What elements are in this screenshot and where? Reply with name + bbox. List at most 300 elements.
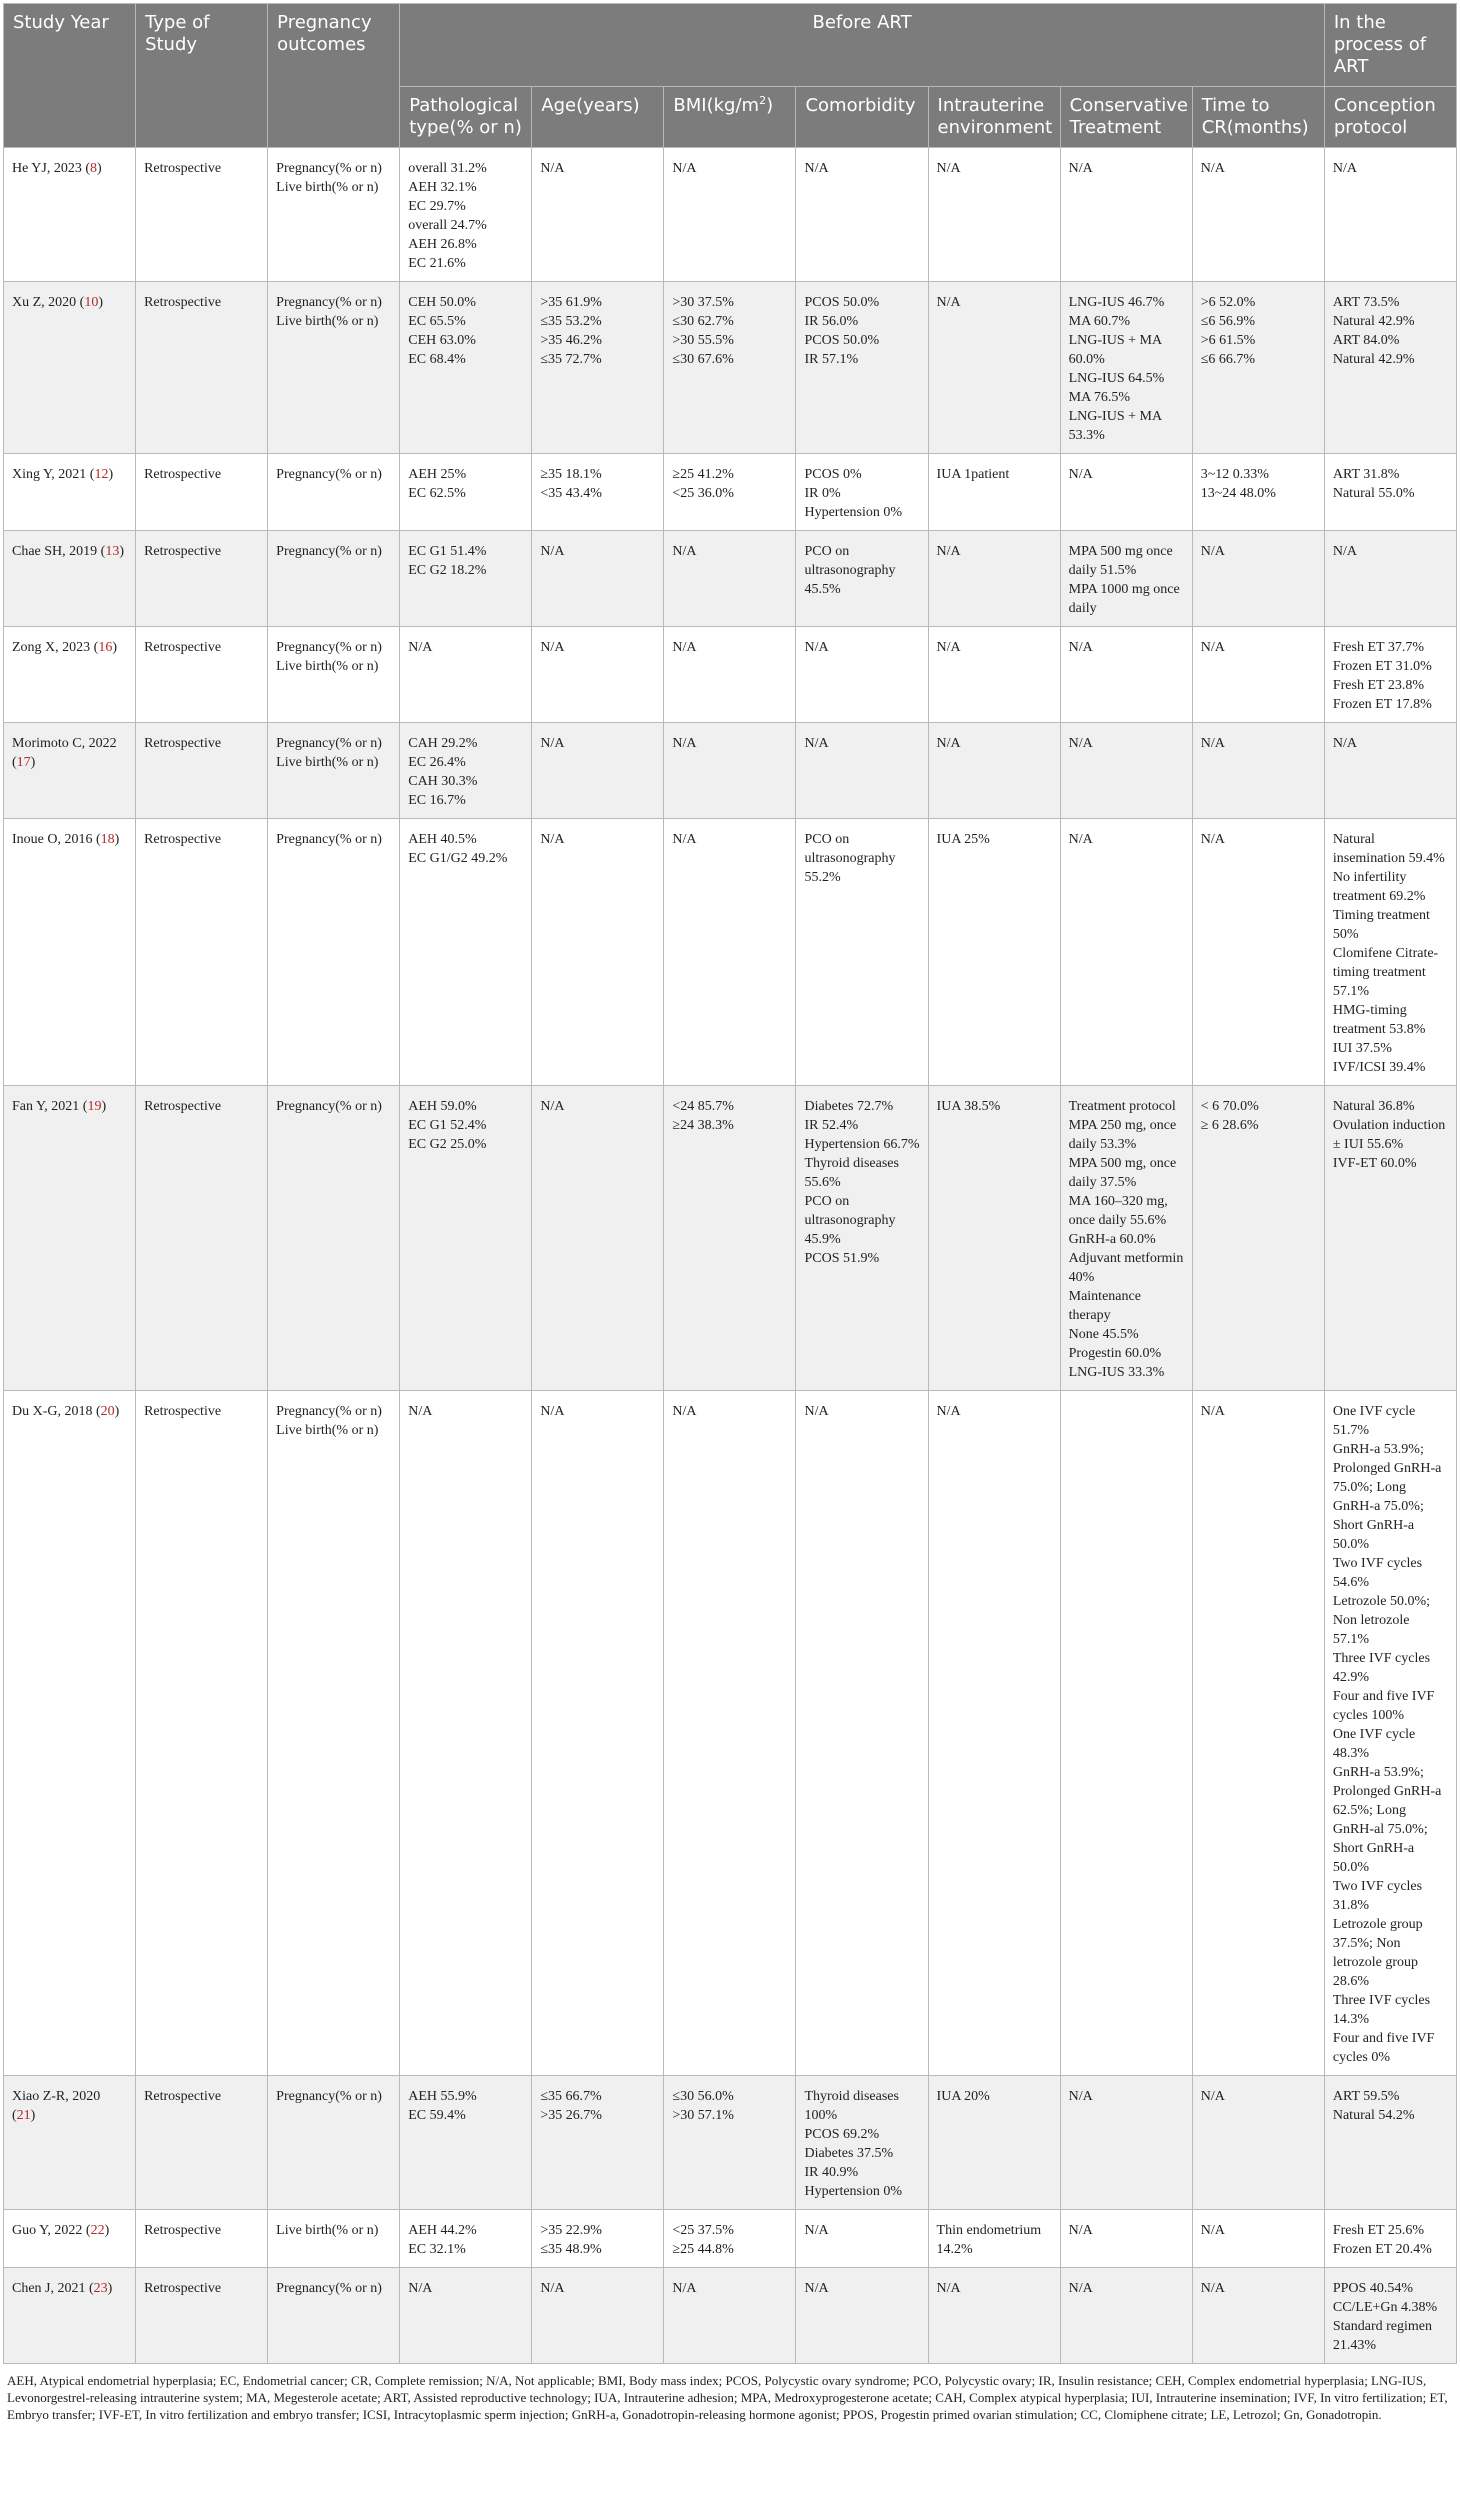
table-body — [4, 148, 1457, 2364]
cell-line: N/A — [408, 640, 433, 655]
cell-line: N/A — [540, 544, 565, 559]
cell-line: ≤35 48.9% — [540, 2242, 602, 2257]
cell-line: CAH 30.3% — [408, 774, 478, 789]
cell-line: >35 26.7% — [540, 2108, 602, 2123]
study-name: Guo Y, 2022 — [12, 2223, 83, 2238]
cell-line: AEH 55.9% — [408, 2089, 477, 2104]
cell-line: CEH 50.0% — [408, 295, 476, 310]
cell-pathological-type — [400, 723, 532, 819]
study-name: Morimoto C, 2022 — [12, 736, 117, 751]
cell-line: IUA 25% — [936, 832, 990, 847]
cell-line: Maintenance therapy — [1068, 1289, 1141, 1323]
cell-time-to-cr — [1192, 148, 1324, 282]
cell-study-year: Fan Y, 2021 (19) — [4, 1086, 136, 1391]
cell-line: N/A — [936, 161, 961, 176]
header-type-of-study: Type of Study — [136, 4, 268, 148]
cell-age — [532, 454, 664, 531]
header-bmi — [664, 87, 796, 148]
cell-line: N/A — [1200, 2223, 1225, 2238]
cell-line: None 45.5% — [1068, 1327, 1139, 1342]
cell-line: MPA 500 mg, once daily 37.5% — [1068, 1156, 1177, 1190]
cell-line: AEH 32.1% — [408, 180, 477, 195]
cell-line: N/A — [1068, 832, 1093, 847]
cell-intrauterine — [928, 1086, 1060, 1391]
cell-line: N/A — [540, 2281, 565, 2296]
cell-line: Thin endometrium 14.2% — [936, 2223, 1042, 2257]
cell-time-to-cr — [1192, 282, 1324, 454]
cell-line: >6 61.5% — [1200, 333, 1256, 348]
cell-line: N/A — [1200, 161, 1225, 176]
cell-conception — [1324, 148, 1456, 282]
cell-line: N/A — [540, 832, 565, 847]
cell-line: ≤30 67.6% — [672, 352, 734, 367]
cell-line: Natural 55.0% — [1332, 486, 1415, 501]
cell-pregnancy-outcomes — [268, 531, 400, 627]
cell-line: ≥25 44.8% — [672, 2242, 734, 2257]
cell-pregnancy-outcomes — [268, 2268, 400, 2364]
table-row — [4, 1391, 1457, 2076]
footnote: AEH, Atypical endometrial hyperplasia; EC, Endometrial cancer; CR, Complete remission; N/A, Not applicable; BMI, Body mass index; PCOS, Polycystic ovary syndrome; PCO, Polycystic ovary; IR, Insulin resistance; CEH, Complex endometrial hyperplasia; LNG-IUS, Levonorgestrel-releasing intrauterine system; MA, Megesterole acetate; ART, Assisted reproductive technology; IUA, Intrauterine adhesion; MPA, Medroxyprogesterone acetate; CAH, Complex atypical hyperplasia; IUI, Intrauterine insemination; IVF, In vitro fertilization; ET, Embryo transfer; IVF-ET, In vitro fertilization and embryo transfer; ICSI, Intracytoplasmic sperm injection; GnRH-a, Gonadotropin-releasing hormone agonist; PPOS, Progestin primed ovarian stimulation; CC, Clomiphene citrate; LE, Letrozol; Gn, Gonadotropin. — [7, 2373, 1448, 2422]
cell-line: N/A — [1068, 736, 1093, 751]
cell-study-year: Chae SH, 2019 (13) — [4, 531, 136, 627]
study-name: Chen J, 2021 — [12, 2281, 86, 2296]
cell-study-year: Guo Y, 2022 (22) — [4, 2210, 136, 2268]
cell-bmi — [664, 1391, 796, 2076]
cell-line: Four and five IVF cycles 0% — [1332, 2031, 1435, 2065]
cell-pregnancy-outcomes — [268, 723, 400, 819]
cell-line: ≥25 41.2% — [672, 467, 734, 482]
cell-line: ≤35 66.7% — [540, 2089, 602, 2104]
cell-type-of-study: Retrospective — [136, 148, 268, 282]
cell-line: N/A — [936, 736, 961, 751]
cell-comorbidity — [796, 1086, 928, 1391]
cell-time-to-cr — [1192, 2076, 1324, 2210]
cell-line: LNG-IUS + MA 53.3% — [1068, 409, 1162, 443]
cell-line: Fresh ET 25.6% — [1332, 2223, 1424, 2238]
cell-time-to-cr — [1192, 723, 1324, 819]
cell-line: >6 52.0% — [1200, 295, 1256, 310]
cell-comorbidity — [796, 148, 928, 282]
cell-pathological-type — [400, 1086, 532, 1391]
cell-line: N/A — [672, 544, 697, 559]
cell-line: PCO on ultrasonography 45.5% — [804, 544, 896, 597]
cell-line: AEH 44.2% — [408, 2223, 477, 2238]
cell-line: >35 61.9% — [540, 295, 602, 310]
cell-bmi — [664, 2210, 796, 2268]
cell-bmi — [664, 2076, 796, 2210]
cell-line: N/A — [540, 1099, 565, 1114]
cell-line: N/A — [936, 544, 961, 559]
cell-pregnancy-outcomes — [268, 1391, 400, 2076]
cell-line: LNG-IUS 46.7% — [1068, 295, 1165, 310]
cell-line: IUA 38.5% — [936, 1099, 1001, 1114]
cell-line: Four and five IVF cycles 100% — [1332, 1689, 1435, 1723]
cell-type-of-study: Retrospective — [136, 454, 268, 531]
cell-type-of-study: Retrospective — [136, 627, 268, 723]
cell-line: N/A — [672, 2281, 697, 2296]
cell-comorbidity — [796, 1391, 928, 2076]
cell-type-of-study: Retrospective — [136, 531, 268, 627]
cell-line: Pregnancy(% or n) — [276, 2281, 382, 2296]
cell-pregnancy-outcomes — [268, 2210, 400, 2268]
cell-line: PCOS 0% — [804, 467, 862, 482]
cell-line: Live birth(% or n) — [276, 180, 379, 195]
cell-line: N/A — [804, 2281, 829, 2296]
cell-line: N/A — [804, 640, 829, 655]
cell-time-to-cr — [1192, 454, 1324, 531]
cell-pathological-type — [400, 531, 532, 627]
cell-age — [532, 282, 664, 454]
cell-line: EC G1/G2 49.2% — [408, 851, 508, 866]
table-row — [4, 2076, 1457, 2210]
cell-line: N/A — [1200, 640, 1225, 655]
cell-comorbidity — [796, 2210, 928, 2268]
reference-link[interactable]: 22 — [90, 2223, 105, 2238]
cell-line: PCOS 50.0% — [804, 295, 880, 310]
cell-study-year: Xu Z, 2020 (10) — [4, 282, 136, 454]
cell-comorbidity — [796, 282, 928, 454]
cell-comorbidity — [796, 2076, 928, 2210]
cell-time-to-cr — [1192, 1391, 1324, 2076]
cell-line: IR 52.4% — [804, 1118, 859, 1133]
cell-conception — [1324, 627, 1456, 723]
cell-line: >35 46.2% — [540, 333, 602, 348]
study-name: Zong X, 2023 — [12, 640, 91, 655]
cell-line: EC 21.6% — [408, 256, 466, 271]
cell-pregnancy-outcomes — [268, 454, 400, 531]
cell-line: <35 43.4% — [540, 486, 602, 501]
cell-comorbidity — [796, 454, 928, 531]
cell-line: Ovulation induction ± IUI 55.6% — [1332, 1118, 1446, 1152]
cell-line: N/A — [1200, 1404, 1225, 1419]
reference-link[interactable]: 10 — [84, 295, 99, 310]
cell-line: N/A — [1332, 544, 1357, 559]
header-age: Age(years) — [532, 87, 664, 148]
cell-pathological-type — [400, 2210, 532, 2268]
cell-comorbidity — [796, 819, 928, 1086]
cell-study-year: Xiao Z-R, 2020 (21) — [4, 2076, 136, 2210]
cell-line: One IVF cycle 48.3% — [1332, 1727, 1416, 1761]
cell-line: EC G1 52.4% — [408, 1118, 487, 1133]
cell-line: IUI 37.5% — [1332, 1041, 1392, 1056]
header-pregnancy-outcomes: Pregnancy outcomes — [268, 4, 400, 148]
cell-line: Pregnancy(% or n) — [276, 640, 382, 655]
cell-line: No infertility treatment 69.2% — [1332, 870, 1426, 904]
cell-line: Live birth(% or n) — [276, 2223, 379, 2238]
cell-line: N/A — [1200, 2281, 1225, 2296]
cell-line: PPOS 40.54% — [1332, 2281, 1413, 2296]
cell-line: EC 65.5% — [408, 314, 466, 329]
cell-line: HMG-timing treatment 53.8% — [1332, 1003, 1426, 1037]
cell-line: IR 57.1% — [804, 352, 859, 367]
cell-intrauterine — [928, 627, 1060, 723]
table-row — [4, 148, 1457, 282]
reference-link[interactable]: 13 — [105, 544, 120, 559]
cell-conception — [1324, 2268, 1456, 2364]
cell-conception — [1324, 819, 1456, 1086]
cell-time-to-cr — [1192, 819, 1324, 1086]
header-bmi-text: BMI(kg/m — [673, 95, 760, 116]
reference-link[interactable]: 16 — [98, 640, 113, 655]
cell-age — [532, 723, 664, 819]
cell-type-of-study: Retrospective — [136, 1086, 268, 1391]
cell-intrauterine — [928, 454, 1060, 531]
cell-intrauterine — [928, 723, 1060, 819]
reference-link[interactable]: 18 — [100, 832, 115, 847]
cell-conservative — [1060, 282, 1192, 454]
cell-line: PCO on ultrasonography 45.9% — [804, 1194, 896, 1247]
cell-line: IVF/ICSI 39.4% — [1332, 1060, 1426, 1075]
cell-line: N/A — [1068, 161, 1093, 176]
cell-intrauterine — [928, 282, 1060, 454]
cell-intrauterine — [928, 531, 1060, 627]
cell-line: N/A — [1200, 832, 1225, 847]
header-before-art: Before ART — [400, 4, 1325, 87]
cell-line: N/A — [1200, 544, 1225, 559]
table-row — [4, 2268, 1457, 2364]
cell-line: overall 24.7% — [408, 218, 487, 233]
study-name: Chae SH, 2019 — [12, 544, 98, 559]
cell-line: EC 29.7% — [408, 199, 466, 214]
header-time-to-cr: Time to CR(months) — [1192, 87, 1324, 148]
cell-comorbidity — [796, 531, 928, 627]
cell-line: GnRH-a 60.0% — [1068, 1232, 1156, 1247]
cell-line: EC G1 51.4% — [408, 544, 487, 559]
cell-type-of-study: Retrospective — [136, 1391, 268, 2076]
cell-line: Natural insemination 59.4% — [1332, 832, 1445, 866]
cell-line: N/A — [1068, 467, 1093, 482]
cell-conservative — [1060, 1391, 1192, 2076]
cell-type-of-study: Retrospective — [136, 819, 268, 1086]
study-name: Xu Z, 2020 — [12, 295, 77, 310]
cell-pathological-type — [400, 1391, 532, 2076]
cell-line: >30 55.5% — [672, 333, 734, 348]
cell-line: N/A — [936, 2281, 961, 2296]
cell-line: Live birth(% or n) — [276, 1423, 379, 1438]
cell-age — [532, 627, 664, 723]
cell-line: Frozen ET 20.4% — [1332, 2242, 1432, 2257]
cell-conception — [1324, 531, 1456, 627]
cell-conservative — [1060, 1086, 1192, 1391]
cell-line: ≤35 72.7% — [540, 352, 602, 367]
cell-line: Fresh ET 23.8% — [1332, 678, 1424, 693]
cell-intrauterine — [928, 819, 1060, 1086]
cell-line: PCOS 69.2% — [804, 2127, 880, 2142]
cell-time-to-cr — [1192, 627, 1324, 723]
cell-line: overall 31.2% — [408, 161, 487, 176]
cell-type-of-study: Retrospective — [136, 2268, 268, 2364]
cell-line: IUA 1patient — [936, 467, 1010, 482]
cell-line: EC 62.5% — [408, 486, 466, 501]
cell-line: N/A — [1200, 736, 1225, 751]
reference-link[interactable]: 8 — [90, 161, 98, 176]
cell-line: N/A — [408, 1404, 433, 1419]
cell-line: ART 59.5% — [1332, 2089, 1400, 2104]
cell-line: EC 59.4% — [408, 2108, 466, 2123]
cell-age — [532, 1086, 664, 1391]
cell-line: Pregnancy(% or n) — [276, 1404, 382, 1419]
cell-line: Hypertension 0% — [804, 505, 903, 520]
cell-line: ≤6 66.7% — [1200, 352, 1256, 367]
cell-line: N/A — [672, 1404, 697, 1419]
cell-line: ≥24 38.3% — [672, 1118, 734, 1133]
cell-line: IR 40.9% — [804, 2165, 859, 2180]
cell-pathological-type — [400, 454, 532, 531]
cell-line: N/A — [1332, 161, 1357, 176]
cell-line: LNG-IUS + MA 60.0% — [1068, 333, 1162, 367]
header-pathological-type: Pathological type(% or n) — [400, 87, 532, 148]
table-container — [3, 3, 1457, 2423]
cell-line: >35 22.9% — [540, 2223, 602, 2238]
cell-line: Pregnancy(% or n) — [276, 161, 382, 176]
cell-intrauterine — [928, 1391, 1060, 2076]
cell-type-of-study: Retrospective — [136, 282, 268, 454]
table-row — [4, 282, 1457, 454]
cell-line: <25 36.0% — [672, 486, 734, 501]
reference-link[interactable]: 12 — [94, 467, 109, 482]
cell-line: N/A — [672, 161, 697, 176]
cell-pathological-type — [400, 148, 532, 282]
cell-conservative — [1060, 819, 1192, 1086]
header-conservative: Conservative Treatment — [1060, 87, 1192, 148]
study-table — [3, 3, 1457, 2364]
cell-line: Diabetes 72.7% — [804, 1099, 894, 1114]
cell-conservative — [1060, 2268, 1192, 2364]
cell-pathological-type — [400, 2268, 532, 2364]
cell-line: N/A — [804, 736, 829, 751]
cell-line: Diabetes 37.5% — [804, 2146, 894, 2161]
cell-conception — [1324, 2210, 1456, 2268]
cell-line: Three IVF cycles 14.3% — [1332, 1993, 1431, 2027]
reference-link[interactable]: 19 — [87, 1099, 102, 1114]
cell-line: Natural 54.2% — [1332, 2108, 1415, 2123]
reference-link[interactable]: 21 — [16, 2108, 31, 2123]
cell-line: Standard regimen 21.43% — [1332, 2319, 1432, 2353]
cell-line: N/A — [1200, 2089, 1225, 2104]
cell-line: AEH 40.5% — [408, 832, 477, 847]
cell-study-year: Inoue O, 2016 (18) — [4, 819, 136, 1086]
cell-line: N/A — [1332, 736, 1357, 751]
cell-line: ≤30 62.7% — [672, 314, 734, 329]
cell-line: Treatment protocol — [1068, 1099, 1176, 1114]
header-comorbidity: Comorbidity — [796, 87, 928, 148]
cell-line: N/A — [804, 161, 829, 176]
cell-line: IVF-ET 60.0% — [1332, 1156, 1417, 1171]
cell-age — [532, 819, 664, 1086]
cell-line: AEH 25% — [408, 467, 467, 482]
cell-pregnancy-outcomes — [268, 1086, 400, 1391]
cell-bmi — [664, 723, 796, 819]
cell-pregnancy-outcomes — [268, 148, 400, 282]
cell-line: N/A — [804, 2223, 829, 2238]
cell-type-of-study: Retrospective — [136, 723, 268, 819]
cell-line: LNG-IUS 33.3% — [1068, 1365, 1165, 1380]
cell-line: 3~12 0.33% — [1200, 467, 1269, 482]
cell-age — [532, 2210, 664, 2268]
cell-line: ≤6 56.9% — [1200, 314, 1256, 329]
cell-line: Frozen ET 17.8% — [1332, 697, 1432, 712]
cell-line: Pregnancy(% or n) — [276, 295, 382, 310]
cell-pregnancy-outcomes — [268, 2076, 400, 2210]
cell-line: ≥35 18.1% — [540, 467, 602, 482]
cell-line: CC/LE+Gn 4.38% — [1332, 2300, 1438, 2315]
study-name: He YJ, 2023 — [12, 161, 82, 176]
cell-line: Hypertension 0% — [804, 2184, 903, 2199]
cell-conception — [1324, 1391, 1456, 2076]
cell-type-of-study: Retrospective — [136, 2210, 268, 2268]
cell-line: Pregnancy(% or n) — [276, 2089, 382, 2104]
cell-line: N/A — [1068, 2089, 1093, 2104]
cell-bmi — [664, 531, 796, 627]
cell-conservative — [1060, 723, 1192, 819]
cell-line: EC G2 25.0% — [408, 1137, 487, 1152]
cell-pathological-type — [400, 627, 532, 723]
cell-line: N/A — [936, 640, 961, 655]
cell-line: N/A — [1068, 2281, 1093, 2296]
cell-line: N/A — [540, 161, 565, 176]
cell-line: <25 37.5% — [672, 2223, 734, 2238]
table-row — [4, 627, 1457, 723]
cell-conservative — [1060, 531, 1192, 627]
reference-link[interactable]: 17 — [16, 755, 31, 770]
cell-age — [532, 531, 664, 627]
cell-line: ART 84.0% — [1332, 333, 1400, 348]
header-bmi-sup: 2 — [759, 94, 767, 107]
cell-pregnancy-outcomes — [268, 282, 400, 454]
reference-link[interactable]: 20 — [100, 1404, 115, 1419]
cell-comorbidity — [796, 2268, 928, 2364]
cell-line: One IVF cycle 51.7% — [1332, 1404, 1416, 1438]
cell-line: Pregnancy(% or n) — [276, 544, 382, 559]
cell-line: Timing treatment 50% — [1332, 908, 1430, 942]
cell-line: AEH 26.8% — [408, 237, 477, 252]
cell-line: MA 60.7% — [1068, 314, 1131, 329]
cell-line: MA 160–320 mg, once daily 55.6% — [1068, 1194, 1168, 1228]
cell-line: Live birth(% or n) — [276, 659, 379, 674]
cell-line: N/A — [672, 832, 697, 847]
cell-conservative — [1060, 2076, 1192, 2210]
cell-bmi — [664, 627, 796, 723]
study-name: Inoue O, 2016 — [12, 832, 93, 847]
cell-study-year: Du X-G, 2018 (20) — [4, 1391, 136, 2076]
cell-line: Natural 42.9% — [1332, 314, 1415, 329]
cell-line: PCOS 50.0% — [804, 333, 880, 348]
cell-line: ≤35 53.2% — [540, 314, 602, 329]
cell-conception — [1324, 723, 1456, 819]
cell-time-to-cr — [1192, 2210, 1324, 2268]
cell-study-year: Chen J, 2021 (23) — [4, 2268, 136, 2364]
cell-conception — [1324, 2076, 1456, 2210]
cell-line: Clomifene Citrate-timing treatment 57.1% — [1332, 946, 1439, 999]
cell-line: Frozen ET 31.0% — [1332, 659, 1432, 674]
cell-line: LNG-IUS 64.5% — [1068, 371, 1165, 386]
cell-line: CAH 29.2% — [408, 736, 478, 751]
cell-line: MPA 250 mg, once daily 53.3% — [1068, 1118, 1177, 1152]
cell-line: Hypertension 66.7% — [804, 1137, 920, 1152]
cell-line: >30 57.1% — [672, 2108, 734, 2123]
cell-line: N/A — [1068, 640, 1093, 655]
cell-line: N/A — [408, 2281, 433, 2296]
cell-line: ART 73.5% — [1332, 295, 1400, 310]
cell-conception — [1324, 282, 1456, 454]
cell-line: Adjuvant metformin 40% — [1068, 1251, 1184, 1285]
cell-line: ART 31.8% — [1332, 467, 1400, 482]
cell-bmi — [664, 1086, 796, 1391]
study-name: Du X-G, 2018 — [12, 1404, 93, 1419]
cell-bmi — [664, 148, 796, 282]
cell-comorbidity — [796, 627, 928, 723]
reference-link[interactable]: 23 — [93, 2281, 108, 2296]
